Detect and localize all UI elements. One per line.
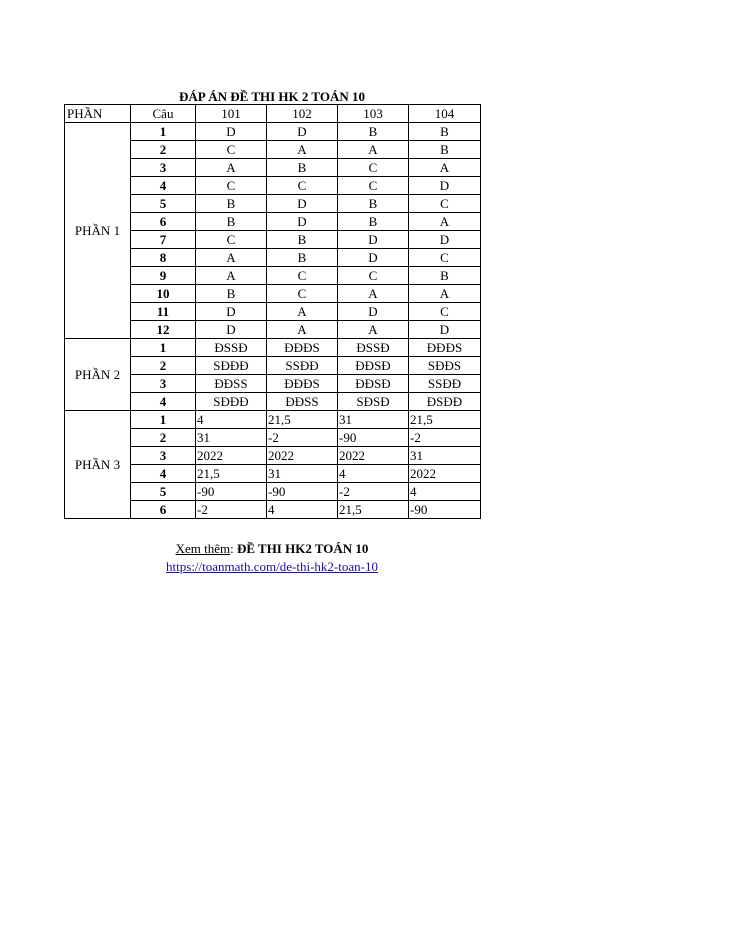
- answer-cell: ĐĐĐS: [267, 339, 338, 357]
- answer-cell: 21,5: [409, 411, 481, 429]
- answer-cell: -90: [409, 501, 481, 519]
- answer-cell: A: [196, 159, 267, 177]
- answer-cell: ĐĐĐS: [409, 339, 481, 357]
- question-number: 7: [131, 231, 196, 249]
- answer-cell: B: [267, 249, 338, 267]
- answer-cell: D: [338, 231, 409, 249]
- question-number: 3: [131, 159, 196, 177]
- answer-cell: C: [409, 249, 481, 267]
- table-row: [65, 339, 481, 357]
- answer-cell: 31: [409, 447, 481, 465]
- answer-cell: A: [338, 321, 409, 339]
- answer-cell: SĐSĐ: [338, 393, 409, 411]
- question-number: 10: [131, 285, 196, 303]
- answer-cell: A: [267, 141, 338, 159]
- answer-cell: D: [338, 303, 409, 321]
- answer-cell: -2: [196, 501, 267, 519]
- table-row: [65, 411, 481, 429]
- answer-cell: A: [267, 303, 338, 321]
- answer-cell: 4: [338, 465, 409, 483]
- answer-cell: C: [338, 177, 409, 195]
- answer-cell: 2022: [196, 447, 267, 465]
- answer-cell: -90: [267, 483, 338, 501]
- page-title: ĐÁP ÁN ĐỀ THI HK 2 TOÁN 10: [178, 89, 365, 104]
- answer-cell: SĐĐS: [409, 357, 481, 375]
- answer-cell: C: [338, 267, 409, 285]
- answer-cell: -2: [338, 483, 409, 501]
- answer-cell: B: [196, 285, 267, 303]
- question-number: 1: [131, 339, 196, 357]
- question-number: 8: [131, 249, 196, 267]
- question-number: 3: [131, 375, 196, 393]
- answer-cell: D: [409, 321, 481, 339]
- answer-cell: 31: [338, 411, 409, 429]
- question-number: 2: [131, 357, 196, 375]
- answer-cell: D: [409, 231, 481, 249]
- answer-cell: B: [267, 159, 338, 177]
- answer-cell: B: [196, 195, 267, 213]
- table-header-row: [65, 105, 481, 123]
- answer-cell: ĐSSĐ: [338, 339, 409, 357]
- question-number: 6: [131, 213, 196, 231]
- answer-cell: 2022: [267, 447, 338, 465]
- answer-cell: D: [267, 195, 338, 213]
- answer-cell: B: [338, 195, 409, 213]
- question-number: 4: [131, 177, 196, 195]
- question-number: 5: [131, 195, 196, 213]
- question-number: 1: [131, 411, 196, 429]
- answer-cell: 31: [196, 429, 267, 447]
- section-label: PHẦN 1: [65, 123, 131, 339]
- answer-cell: -90: [338, 429, 409, 447]
- answer-cell: A: [196, 267, 267, 285]
- answer-cell: SĐĐĐ: [196, 393, 267, 411]
- answer-cell: ĐĐSĐ: [338, 375, 409, 393]
- question-number: 5: [131, 483, 196, 501]
- see-more-title: ĐỀ THI HK2 TOÁN 10: [236, 541, 369, 556]
- answer-cell: B: [409, 267, 481, 285]
- answer-cell: 31: [267, 465, 338, 483]
- answer-cell: ĐĐSS: [196, 375, 267, 393]
- see-more-line: [64, 540, 480, 558]
- answer-cell: A: [267, 321, 338, 339]
- answer-cell: -2: [267, 429, 338, 447]
- answer-cell: ĐĐSĐ: [338, 357, 409, 375]
- answer-cell: D: [338, 249, 409, 267]
- question-number: 2: [131, 429, 196, 447]
- answer-cell: A: [409, 285, 481, 303]
- answer-cell: SSĐĐ: [267, 357, 338, 375]
- header-cau: Câu: [131, 105, 196, 123]
- question-number: 2: [131, 141, 196, 159]
- answer-cell: B: [409, 141, 481, 159]
- question-number: 9: [131, 267, 196, 285]
- answer-cell: D: [267, 123, 338, 141]
- answer-cell: ĐSSĐ: [196, 339, 267, 357]
- answer-cell: ĐĐSS: [267, 393, 338, 411]
- answer-table-body: [65, 105, 481, 519]
- answer-cell: B: [196, 213, 267, 231]
- answer-cell: 2022: [409, 465, 481, 483]
- answer-cell: 4: [196, 411, 267, 429]
- answer-cell: B: [338, 123, 409, 141]
- answer-cell: C: [338, 159, 409, 177]
- answer-cell: SĐĐĐ: [196, 357, 267, 375]
- answer-cell: 4: [267, 501, 338, 519]
- answer-cell: ĐĐĐS: [267, 375, 338, 393]
- answer-cell: C: [196, 141, 267, 159]
- answer-cell: -90: [196, 483, 267, 501]
- question-number: 1: [131, 123, 196, 141]
- answer-cell: 21,5: [196, 465, 267, 483]
- header-code-102: 102: [267, 105, 338, 123]
- answer-cell: SSĐĐ: [409, 375, 481, 393]
- answer-cell: B: [267, 231, 338, 249]
- answer-cell: A: [409, 213, 481, 231]
- answer-cell: A: [409, 159, 481, 177]
- see-more-label: Xem thêm: [175, 541, 231, 556]
- answer-cell: C: [267, 267, 338, 285]
- answer-cell: A: [338, 285, 409, 303]
- header-phan: PHẦN: [65, 105, 131, 123]
- answer-cell: D: [196, 123, 267, 141]
- section-label: PHẦN 3: [65, 411, 131, 519]
- question-number: 4: [131, 393, 196, 411]
- answer-cell: C: [267, 177, 338, 195]
- question-number: 6: [131, 501, 196, 519]
- answer-cell: C: [409, 303, 481, 321]
- answer-cell: 21,5: [267, 411, 338, 429]
- answer-cell: D: [196, 321, 267, 339]
- question-number: 3: [131, 447, 196, 465]
- question-number: 11: [131, 303, 196, 321]
- answer-cell: C: [196, 177, 267, 195]
- answer-cell: -2: [409, 429, 481, 447]
- header-code-101: 101: [196, 105, 267, 123]
- header-code-103: 103: [338, 105, 409, 123]
- answer-cell: C: [196, 231, 267, 249]
- see-more-separator: :: [230, 541, 237, 556]
- question-number: 4: [131, 465, 196, 483]
- table-row: [65, 123, 481, 141]
- answer-cell: D: [267, 213, 338, 231]
- answer-cell: B: [338, 213, 409, 231]
- question-number: 12: [131, 321, 196, 339]
- answer-cell: 4: [409, 483, 481, 501]
- see-more-link[interactable]: https://toanmath.com/de-thi-hk2-toan-10: [166, 559, 378, 574]
- answer-cell: ĐSĐĐ: [409, 393, 481, 411]
- answer-table: [64, 104, 481, 519]
- answer-cell: D: [196, 303, 267, 321]
- answer-cell: 2022: [338, 447, 409, 465]
- answer-cell: A: [338, 141, 409, 159]
- answer-cell: C: [267, 285, 338, 303]
- section-label: PHẦN 2: [65, 339, 131, 411]
- answer-cell: C: [409, 195, 481, 213]
- answer-cell: 21,5: [338, 501, 409, 519]
- header-code-104: 104: [409, 105, 481, 123]
- answer-cell: D: [409, 177, 481, 195]
- answer-cell: A: [196, 249, 267, 267]
- answer-cell: B: [409, 123, 481, 141]
